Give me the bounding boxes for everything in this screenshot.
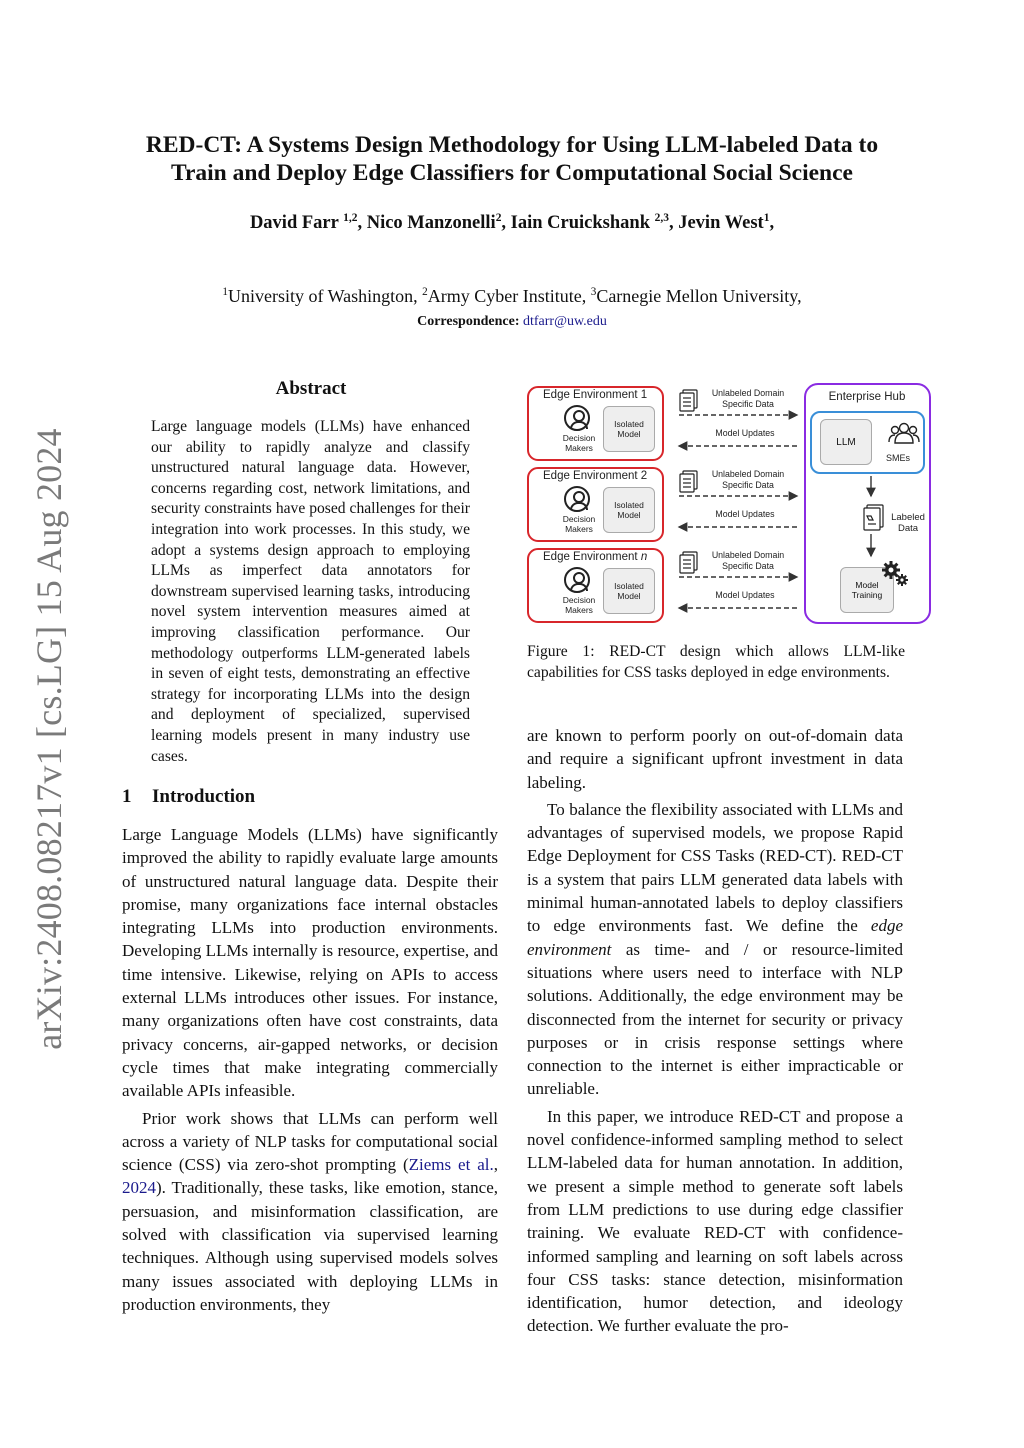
author-sup: 2,3 (654, 211, 669, 224)
edge-env-title: Edge Environment 1 (543, 389, 648, 401)
unlabeled-data-label: Unlabeled Domain Specific Data (711, 469, 785, 490)
title-line-1: RED-CT: A Systems Design Methodology for Using LLM-labeled Data to (145, 132, 879, 158)
model-updates-label: Model Updates (715, 590, 775, 600)
right-paragraph-2 (527, 798, 903, 1101)
decision-makers-label: Decision Makers (562, 595, 596, 615)
enterprise-hub-box (804, 383, 931, 624)
model-updates-label: Model Updates (715, 428, 775, 438)
right-paragraph-1: are known to perform poorly on out-of-domain data and require a significant upfront investment in data labeling. (527, 726, 903, 792)
smes-label: SMEs (886, 453, 911, 463)
document-icon (680, 390, 697, 411)
author-sup: 1,2 (343, 211, 358, 224)
author-name: Iain Cruickshank (510, 213, 650, 233)
affil-sup: 2 (422, 286, 428, 298)
isolated-model-box: Isolated Model (603, 406, 655, 452)
labeled-document-icon (861, 503, 887, 537)
isolated-model-box: Isolated Model (603, 487, 655, 533)
right-column-body (527, 724, 903, 1342)
unlabeled-data-label: Unlabeled Domain Specific Data (711, 388, 785, 409)
emphasis-term: edge environment (527, 916, 903, 959)
gears-icon (880, 559, 910, 589)
figure-1-caption: Figure 1: RED-CT design which allows LLM-like capabilities for CSS tasks deployed in edge environments. (527, 643, 905, 681)
para-text: , (493, 1155, 499, 1175)
edge-env-title-text: Edge Environment (543, 551, 641, 563)
intro-paragraph-1: Large Language Models (LLMs) have significantly improved the ability to rapidly evaluate large amounts of unstructured natural language data. Despite their promise, many organizations face internal obstacles integrating LLMs into production environments. Developing LLMs internally is resource, expertise, and time intensive. Likewise, relying on APIs to access external LLMs introduces other issues. For instance, many organizations often have cost constraints, data privacy concerns, air-gapped networks, or decision cycle times that make integrating commercially available APIs infeasible. (122, 825, 498, 1101)
correspondence-email-link[interactable]: dtfarr@uw.edu (523, 314, 607, 329)
correspondence-label: Correspondence: (417, 314, 520, 329)
document-icon (680, 552, 697, 573)
decision-makers-label: Decision Makers (562, 433, 596, 453)
para-text: as time- and / or resource-limited situations where users need to interface with NLP solutions. Additionally, the edge environment may be disconnected from the internet for security or privacy purposes or in crisis response settings where connection to the internet is either impracticable or unreliable. (527, 939, 903, 1099)
title-line-2: Train and Deploy Edge Classifiers for Computational Social Science (171, 160, 853, 186)
figure-1-diagram (527, 380, 933, 628)
section-heading (122, 786, 255, 808)
section-title: Introduction (152, 786, 256, 807)
right-paragraph-3: In this paper, we introduce RED-CT and propose a novel confidence-informed sampling method to select LLM-labeled data for human annotation. In addition, we present a simple method to generate soft labels from LLM predictions to use during edge classifier training. We evaluate RED-CT with confidence-informed sampling and learning on soft labels across four CSS tasks: stance detection, misinformation identification, humor detection, and ideology detection. We further evaluate the pro- (527, 1106, 903, 1336)
people-group-icon (888, 421, 920, 445)
decision-makers-label: Decision Makers (562, 514, 596, 534)
left-column-body (122, 823, 498, 1320)
llm-box: LLM (820, 419, 872, 465)
llm-sme-group (810, 411, 925, 474)
arxiv-identifier: arXiv:2408.08217v1 [cs.LG] 15 Aug 2024 (29, 428, 69, 1050)
affiliation: University of Washington, (227, 286, 418, 306)
author-name: Jevin West (678, 213, 764, 233)
citation-authors: Ziems et al. (408, 1155, 494, 1175)
affiliation: Army Cyber Institute, (427, 286, 587, 306)
affiliation: Carnegie Mellon University, (596, 286, 802, 306)
document-icon (680, 471, 697, 492)
correspondence (100, 314, 924, 330)
isolated-model-box: Isolated Model (603, 568, 655, 614)
labeled-data-label: Labeled Data (891, 512, 925, 534)
edge-env-title-n: n (640, 551, 648, 563)
author-list: David Farr $^{1,2}$, Nico Manzonelli$^2$, Iain Cruickshank $^{2,3}$, Jevin West$^1$, (249, 211, 775, 233)
abstract-heading: Abstract (275, 378, 347, 399)
author-sup: 1 (763, 211, 770, 224)
citation-link[interactable] (409, 1155, 494, 1174)
paper-title (100, 131, 924, 187)
author-name: Nico Manzonelli (366, 213, 496, 233)
para-text: Prior work shows that LLMs can perform well across a variety of NLP tasks for computational social science (CSS) via zero-shot prompting ( (122, 1108, 498, 1175)
author-sup: 2 (495, 211, 502, 224)
unlabeled-data-label: Unlabeled Domain Specific Data (711, 550, 785, 571)
intro-paragraph-2 (122, 1107, 498, 1317)
para-text: ). Traditionally, these tasks, like emotion, stance, persuasion, and misinformation classification, are solved with classification via supervised learning techniques. Although using supervised models solves many issues associated with deploying LLMs in production environments, they (122, 1178, 498, 1314)
affil-sup: 1 (222, 286, 228, 298)
abstract-text: Large language models (LLMs) have enhanced our ability to rapidly analyze and classify unstructured natural language data. However, concerns regarding cost, network limitations, and security constraints have posed challenges for their integration into work processes. In this study, we adopt a systems design approach to employing LLMs as imperfect data annotators for downstream supervised learning tasks, introducing novel system intervention measures aimed at improving classification performance. Our methodology outperforms LLM-generated labels in seven of eight tests, demonstrating an effective strategy for incorporating LLMs into the design and deployment of specialized, supervised learning models present in many industry use cases. (151, 418, 470, 765)
section-number: 1 (122, 786, 132, 807)
affiliations (100, 286, 924, 307)
model-updates-label: Model Updates (715, 509, 775, 519)
model-training-box: Model Training (840, 567, 894, 613)
affil-sup: 3 (590, 286, 597, 298)
enterprise-hub-title: Enterprise Hub (828, 391, 906, 403)
author-name: David Farr (249, 213, 339, 233)
edge-env-title: Edge Environment 2 (543, 470, 648, 482)
para-text: To balance the flexibility associated with LLMs and advantages of supervised models, we propose Rapid Edge Deployment for CSS Tasks (RED-CT). RED-CT is a system that pairs LLM generated data labels with minimal human-annotated labels to deploy classifiers to edge environments fast. We define the (527, 799, 903, 936)
citation-year-link[interactable]: 2024 (122, 1178, 156, 1198)
